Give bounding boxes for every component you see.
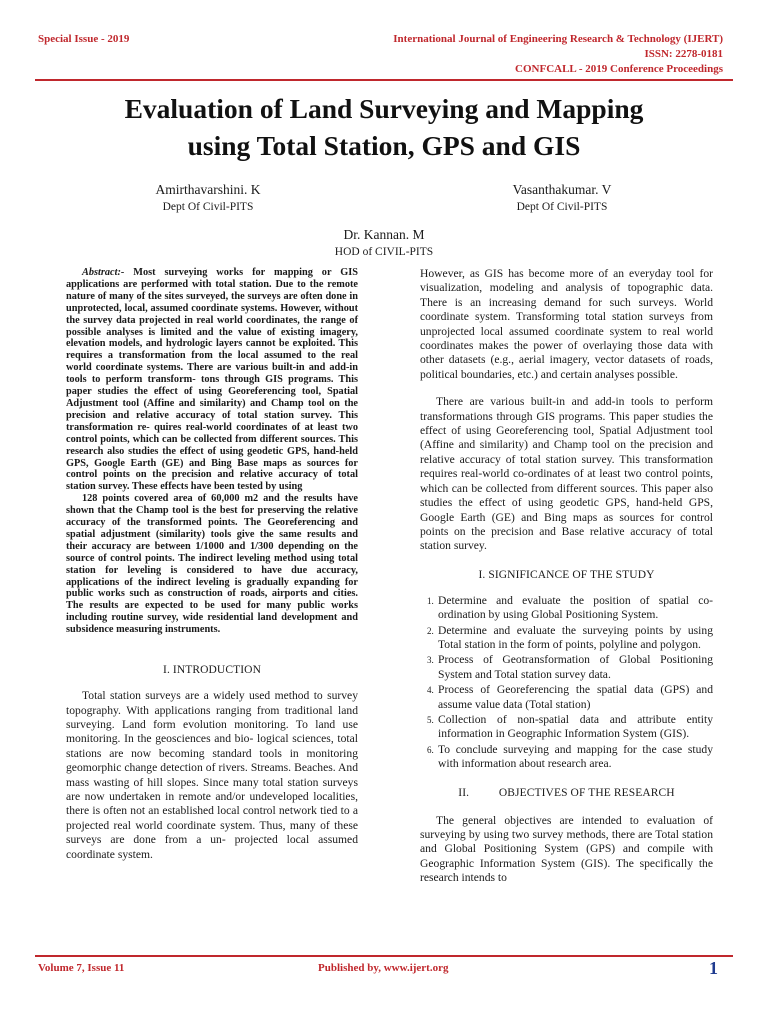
author-3 [284, 226, 484, 259]
author-2 [472, 181, 652, 214]
list-item: 4. Process of Georeferencing the spatial data (GPS) and assume value data (Total station) [436, 683, 713, 712]
right-paragraph-1: However, as GIS has become more of an everyday tool for visualization, modeling and analysis of topographic data. There is an increasing demand for such surveys. World coordinate system. Transforming total station surveys from unprojected local assumed coordinate system to real world coordinates makes the power of overlaying those data with other datasets (e.g., aerial imagery, vector datasets of roads, political boundaries, etc.) and certain analyses possible. [420, 267, 713, 381]
header-special-issue: Special Issue - 2019 [38, 33, 130, 45]
footer-volume: Volume 7, Issue 11 [38, 962, 125, 974]
footer-publisher-link[interactable]: Published by, www.ijert.org [318, 962, 449, 974]
objectives-heading: II. OBJECTIVES OF THE RESEARCH [458, 786, 675, 799]
introduction-heading: I. INTRODUCTION [163, 664, 261, 677]
author-1 [118, 181, 298, 214]
abstract-label: Abstract:- [82, 267, 125, 278]
list-item: 5. Collection of non-spatial data and attribute entity information in Geographic Information System (GIS). [436, 713, 713, 742]
list-item: 6. To conclude surveying and mapping for the case study with information about research area. [436, 743, 713, 772]
abstract [66, 267, 358, 636]
list-item: 2. Determine and evaluate the surveying points by using Total station in the form of points, polyline and polygon. [436, 624, 713, 653]
conference-name: CONFCALL - 2019 Conference Proceedings [515, 63, 723, 75]
journal-issn: ISSN: 2278-0181 [644, 48, 723, 60]
list-item: 1. Determine and evaluate the position of spatial co-ordination by using Global Positioning System. [436, 594, 713, 623]
author-name: Dr. Kannan. M [343, 227, 425, 242]
paper-title [40, 90, 728, 164]
footer-divider [35, 955, 733, 957]
title-line-2: using Total Station, GPS and GIS [187, 130, 581, 161]
significance-list [420, 594, 713, 772]
right-column [420, 267, 713, 886]
header-journal-info [393, 33, 723, 78]
left-column [66, 267, 358, 862]
author-affiliation: HOD of CIVIL-PITS [334, 246, 434, 258]
author-name: Vasanthakumar. V [512, 182, 612, 197]
right-paragraph-2: There are various built-in and add-in tools to perform transformations through GIS programs. This paper studies the effect of using Georeferencing tool, Spatial Adjustment tool (Affine and similarity) and Champ tool on the precision and relative accuracy of total station survey. This transformation requires real-world co-ordinates of at least two control points, which can be collected from different sources. This paper also studies the effect of using geodetic GPS, hand-held GPS, Google Earth (GE) and Bing maps as sources for control points on the precision and Base relative accuracy of total station survey. [420, 395, 713, 553]
author-name: Amirthavarshini. K [155, 182, 261, 197]
abstract-paragraph-1 [66, 267, 358, 493]
title-line-1: Evaluation of Land Surveying and Mapping [124, 93, 644, 124]
significance-heading: I. SIGNIFICANCE OF THE STUDY [478, 568, 655, 581]
list-item: 3. Process of Geotransformation of Global Positioning System and Total station survey data. [436, 653, 713, 682]
page-number: 1 [709, 958, 718, 978]
introduction-paragraph: Total station surveys are a widely used method to survey topography. With applications ranging from traditional land surveying. Land form evolution monitoring. To land use monitoring. In the geosciences and bio- logical sciences, total stations are now becoming standard tools in monitoring geomorphic change detection of rivers. Streams. Beaches. And mass wasting of hill slopes. Since many total station surveys are now undertaken in remote and/or undeveloped localities, there is often not an established local control network tied to a projected real world coordinate system. Thus, many of these surveys are done from a un- projected local assumed coordinate system. [66, 689, 358, 861]
objectives-paragraph: The general objectives are intended to evaluation of surveying by using two survey methods, there are Total station and Global Positioning System (GPS) and compile with Geographic Information System (GIS). The specifically the research intends to [420, 813, 713, 885]
journal-name: International Journal of Engineering Research & Technology (IJERT) [393, 33, 723, 45]
abstract-text-1: Most surveying works for mapping or GIS applications are performed with total station. Due to the remote nature of many of the sites surveyed, the surveys are often done in unprotected, local, assumed coordinate systems. However, without the survey data projected in real world coordinates, the range of possible analyses is limited and the value of existing imagery, elevation models, and hydrologic layers cannot be exploited. This requires a transformation from the local assumed to the real world coordinate systems. There are various built-in and add-in tools to perform transform- tons through GIS programs. This paper studies the effect of using Georeferencing tool, Spatial Adjustment tool (Affine and similarity) and Champ tool on the precision and relative accuracy of total station survey. This transformation re- quires real-world coordinates of at least two control points, which can be collected from different sources. This research also studies the effect of using geodetic GPS, hand-held GPS, Google Earth (GE) and Bing Base maps as sources for control points on the precision and relative accuracy of total station survey. These effects have been tested by using [66, 267, 358, 493]
author-affiliation: Dept Of Civil-PITS [516, 201, 608, 213]
author-affiliation: Dept Of Civil-PITS [162, 201, 254, 213]
abstract-paragraph-2: 128 points covered area of 60,000 m2 and the results have shown that the Champ tool is the best for preserving the relative accuracy of the transformed points. The Georeferencing and spatial adjustment (similarity) tools give the same results and their accuracy are between 1/1000 and 1/300 depending on the source of control points. The indirect leveling method using total station for leveling is considered to have due accuracy, applications of the indirect leveling is gradually expanding for public works such as construction of roads, airports and cities. The results are expected to be used for many public works including routine survey, wide residential land development and subsidence measuring instruments. [66, 493, 358, 636]
header-divider [35, 79, 733, 81]
